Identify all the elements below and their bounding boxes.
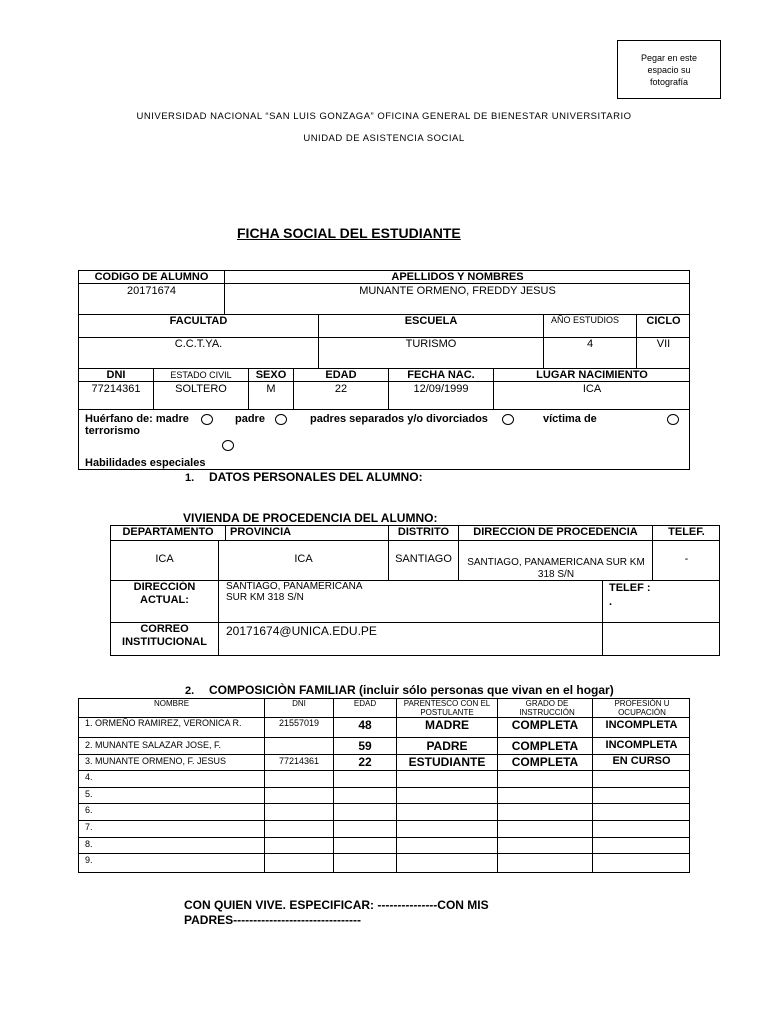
telef2-value: . [609,596,613,608]
table-row-3-grado: COMPLETA [511,755,579,769]
table-row-1-nombre: 1. ORMEÑO RAMIREZ, VERONICA R. [85,718,242,728]
escuela-value: TURISMO [405,338,457,350]
vivienda-title: VIVIENDA DE PROCEDENCIA DEL ALUMNO: [183,511,438,525]
col-parentesco: PARENTESCO CON EL POSTULANTE [403,699,491,717]
direccion-proc-label: DIRECCION DE PROCEDENCIA [473,526,638,538]
table-row-8-nombre: 8. [85,839,93,849]
anio-value: 4 [586,338,594,350]
huerfano-label: Huérfano de: madre [85,413,189,425]
facultad-label: FACULTAD [169,315,228,327]
photo-placeholder [617,40,721,99]
col-profesion: PROFESIÓN U OCUPACIÓN [614,699,670,717]
table-row-1-parentesco: MADRE [425,718,469,732]
section1-title: DATOS PERSONALES DEL ALUMNO: [209,470,423,484]
unit-header: UNIDAD DE ASISTENCIA SOCIAL [303,133,465,144]
table-row-1-profesion: INCOMPLETA [605,719,678,731]
lugar-value: ICA [582,383,602,395]
facultad-value: C.C.T.YA. [174,338,223,350]
separados-radio[interactable] [502,414,514,425]
page-title: FICHA SOCIAL DEL ESTUDIANTE [237,225,461,241]
victima-label: víctima de [543,413,597,425]
habilidades-label: Habilidades especiales [85,457,206,469]
departamento-label: DEPARTAMENTO [122,526,214,538]
table-row-4-nombre: 4. [85,772,93,782]
table-row-2-profesion: INCOMPLETA [605,739,678,751]
padre-label: padre [235,413,265,425]
table-row-3-dni: 77214361 [278,756,320,766]
apellidos-value: MUNANTE ORMENO, FREDDY JESUS [359,285,556,297]
table-row-2-nombre: 2. MUNANTE SALAZAR JOSE, F. [85,740,222,750]
ciclo-value: VII [656,338,671,350]
section2-number: 2. [185,685,195,697]
padre-radio[interactable] [275,414,287,425]
table-row-2-edad: 59 [358,739,372,753]
con-quien-line1: CON QUIEN VIVE. ESPECIFICAR: ---------------CON MIS [184,898,489,912]
telef2-block [609,581,689,609]
photo-note: Pegar en este espacio su fotografía [640,52,698,87]
estado-value: SOLTERO [175,383,227,395]
codigo-label: CODIGO DE ALUMNO [94,271,209,283]
dir-actual-label: DIRECCIÓN ACTUAL: [133,581,196,606]
section1-number: 1. [185,472,195,484]
anio-label: AÑO ESTUDIOS [551,315,620,325]
estado-label: ESTADO CIVIL [170,370,232,380]
madre-radio[interactable] [201,414,213,425]
fecha-label: FECHA NAC. [407,369,475,381]
correo-label: CORREO INSTITUCIONAL [122,623,207,648]
table-row-3-parentesco: ESTUDIANTE [408,755,486,769]
table-row-7-nombre: 7. [85,822,93,832]
col-nombre: NOMBRE [153,699,190,708]
sexo-value: M [266,383,276,395]
correo-value: 20171674@UNICA.EDU.PE [226,624,377,638]
con-quien-line2: PADRES-------------------------------- [184,913,361,927]
distrito-value: SANTIAGO [395,553,452,565]
escuela-label: ESCUELA [404,315,458,327]
provincia-label: PROVINCIA [230,526,292,538]
institution-header: UNIVERSIDAD NACIONAL “SAN LUIS GONZAGA” OFICINA GENERAL DE BIENESTAR UNIVERSITARIO [136,111,632,122]
telef-value: - [684,553,689,565]
sexo-label: SEXO [255,369,287,381]
con-quien-vive [184,898,489,928]
table-row-1-dni: 21557019 [278,718,320,728]
codigo-value: 20171674 [127,285,176,297]
terrorismo-label: terrorismo [85,425,141,437]
section2-title: COMPOSICIÒN FAMILIAR (incluir sólo personas que vivan en el hogar) [209,683,614,697]
table-row-3-profesion: EN CURSO [612,755,671,767]
terrorismo-radio[interactable] [222,440,234,451]
table-row-3-nombre: 3. MUNANTE ORMENO, F. JESUS [85,756,227,766]
table-row-1-grado: COMPLETA [511,718,579,732]
edad-label: EDAD [325,369,357,381]
table-row-2-grado: COMPLETA [511,739,579,753]
col-edad: EDAD [353,699,377,708]
victima-radio[interactable] [667,414,679,425]
ciclo-label: CICLO [646,315,681,327]
table-row-5-nombre: 5. [85,789,93,799]
lugar-label: LUGAR NACIMIENTO [536,369,648,381]
provincia-value: ICA [294,553,313,565]
col-grado: GRADO DE INSTRUCCIÓN [519,699,575,717]
departamento-value: ICA [155,553,174,565]
table-row-1-edad: 48 [358,718,372,732]
edad-value: 22 [334,383,348,395]
table-row-9-nombre: 9. [85,855,93,865]
telef-label: TELEF. [668,526,705,538]
table-row-3-edad: 22 [358,755,372,769]
dni-value: 77214361 [91,383,141,395]
telef2-label: TELEF : [609,582,651,594]
distrito-label: DISTRITO [397,526,450,538]
apellidos-label: APELLIDOS Y NOMBRES [391,271,524,283]
fecha-value: 12/09/1999 [413,383,469,395]
dni-label: DNI [106,369,126,381]
table-row-6-nombre: 6. [85,805,93,815]
separados-label: padres separados y/o divorciados [310,413,488,425]
direccion-proc-value: SANTIAGO, PANAMERICANA SUR KM 318 S/N [467,557,645,580]
col-dni: DNI [292,699,306,708]
dir-actual-value: SANTIAGO, PANAMERICANA SUR KM 318 S/N [226,581,362,603]
table-row-2-parentesco: PADRE [426,739,468,753]
